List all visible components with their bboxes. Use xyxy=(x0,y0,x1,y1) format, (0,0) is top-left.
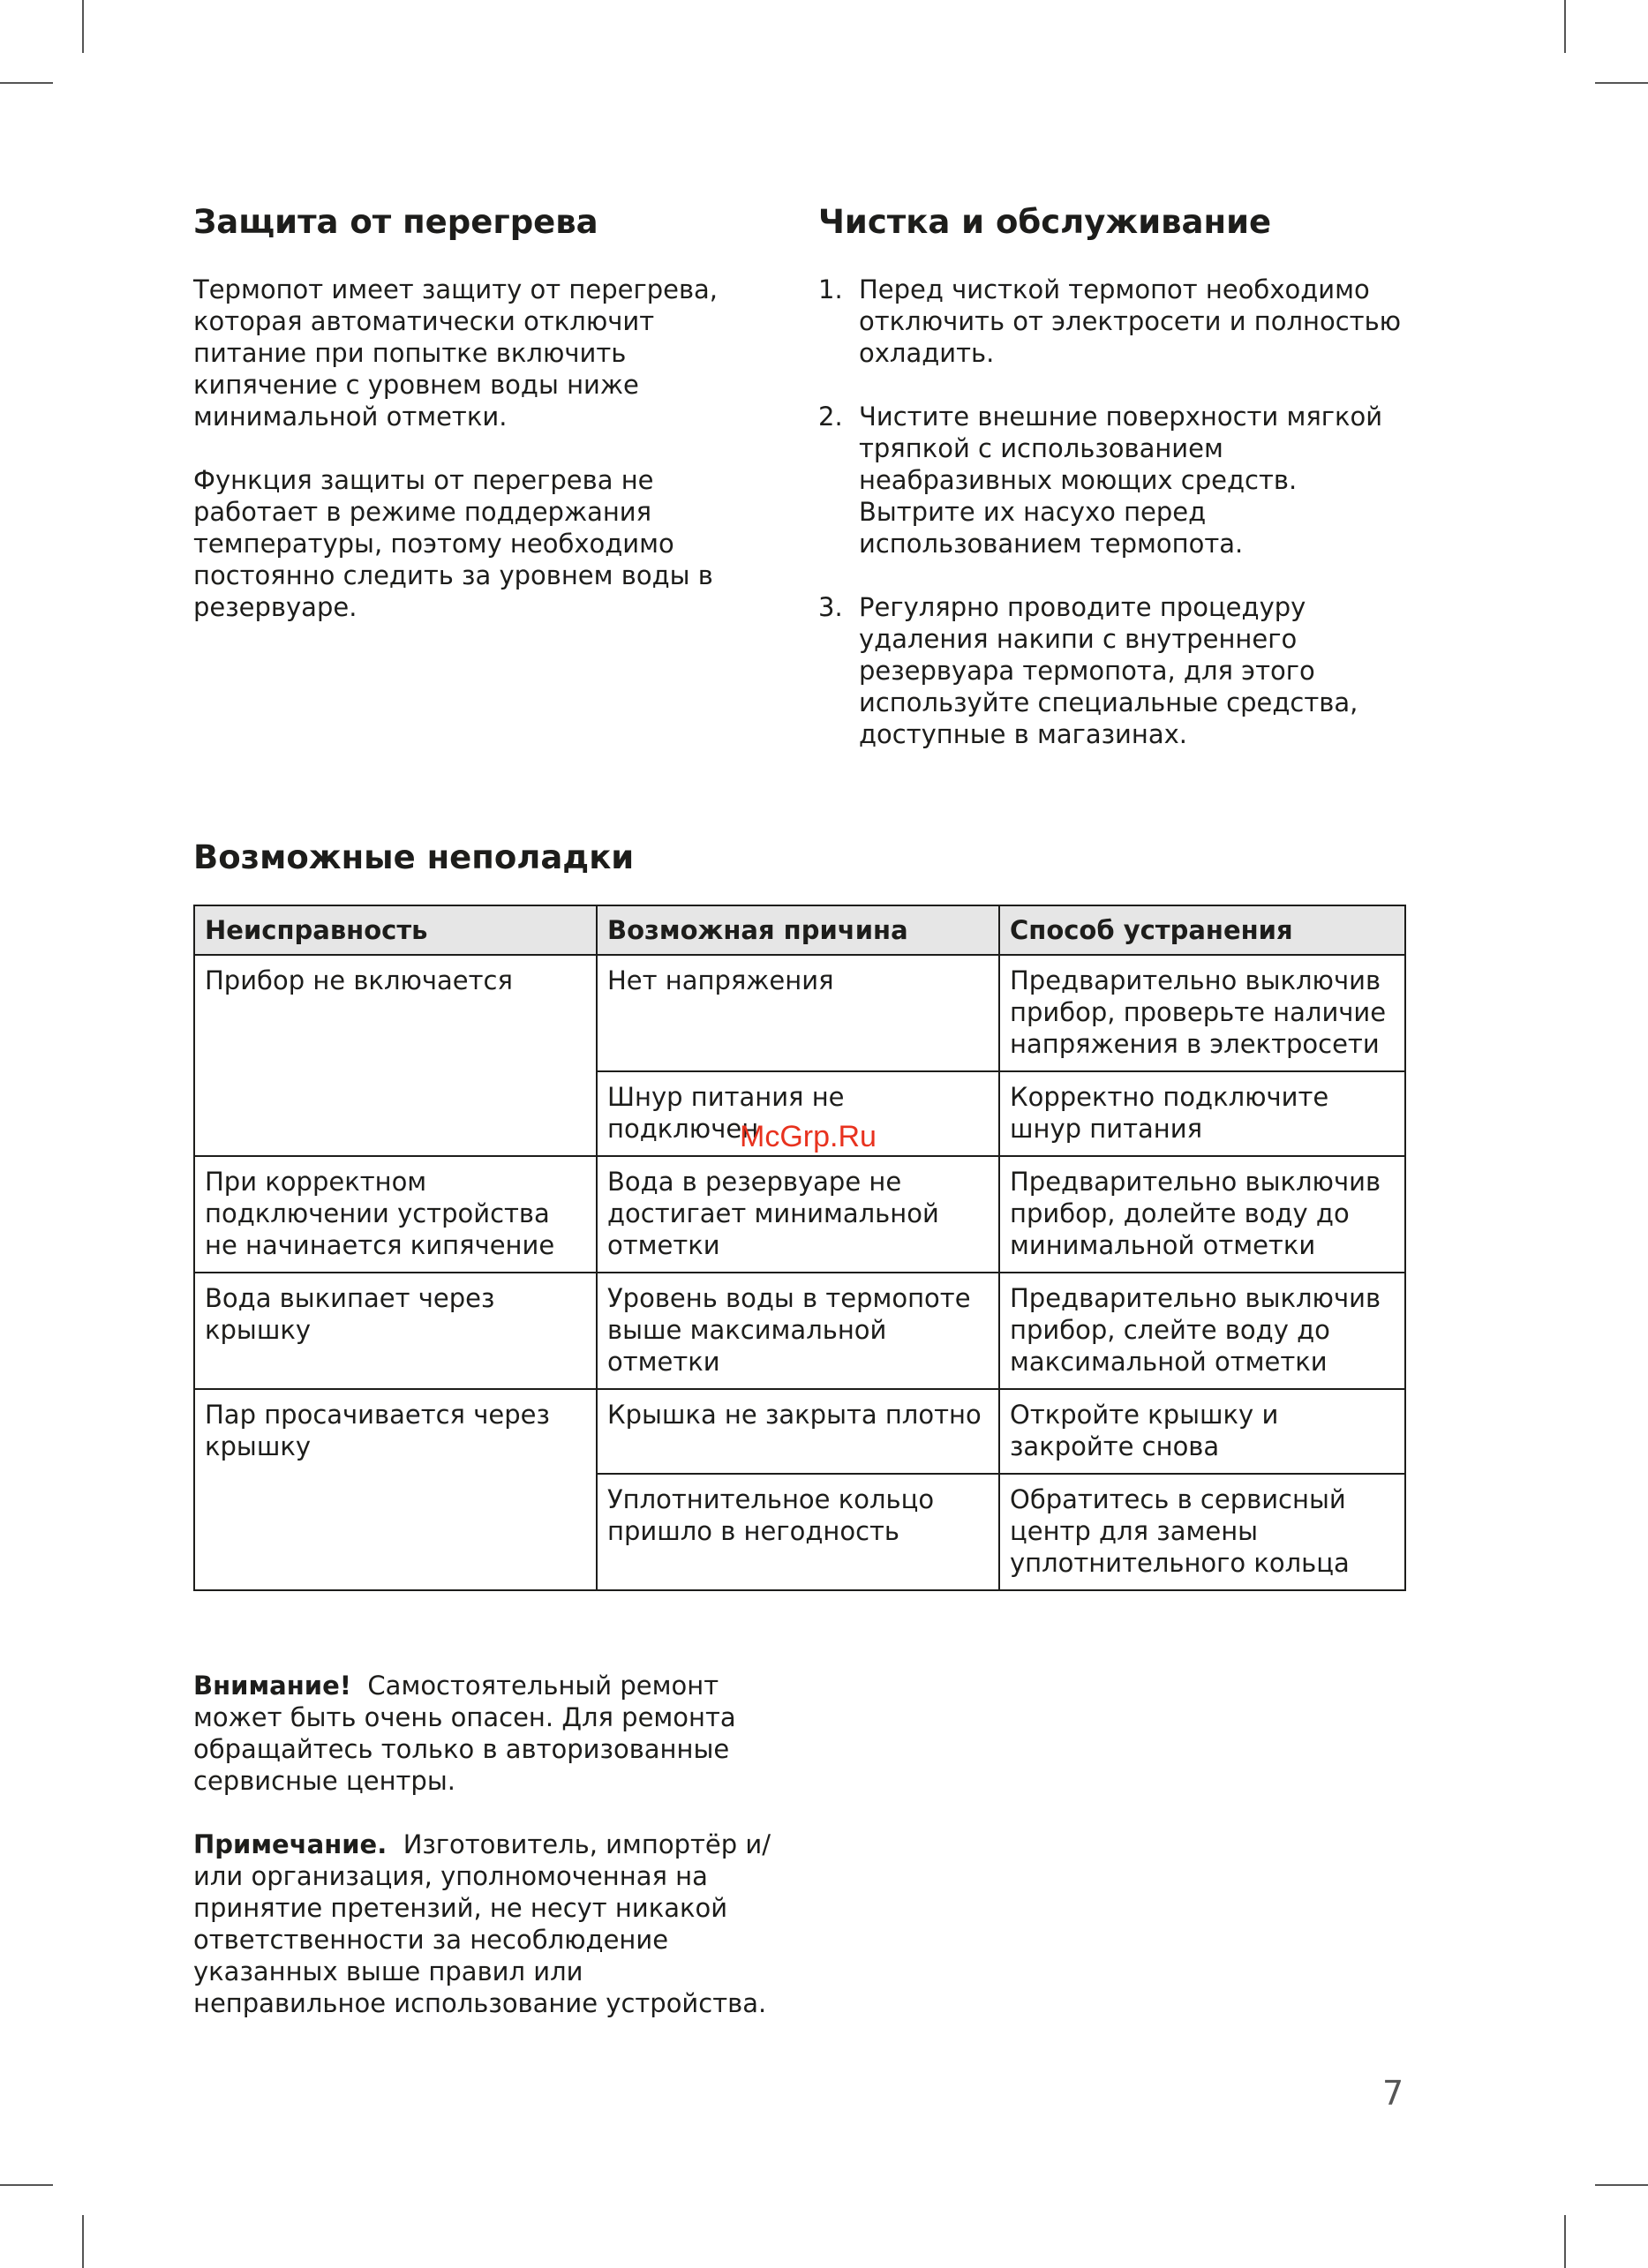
table-row xyxy=(194,955,1405,1071)
note-lead: Примечание. xyxy=(193,1829,388,1859)
fix-cell: Предварительно выключив прибор, проверьте наличие напряжения в электросети xyxy=(999,955,1405,1071)
crop-mark xyxy=(1564,2215,1566,2268)
crop-mark xyxy=(0,82,53,84)
list-item xyxy=(818,591,1418,750)
page-number: 7 xyxy=(1382,2074,1404,2113)
cause-cell: Нет напряжения xyxy=(597,955,999,1071)
cause-cell: Вода в резервуаре не достигает минимальной отметки xyxy=(597,1156,999,1273)
list-item xyxy=(818,401,1418,559)
fault-cell: Пар просачивается через крышку xyxy=(194,1389,597,1590)
watermark: McGrp.Ru xyxy=(740,1120,877,1153)
overheat-heading: Защита от перегрева xyxy=(193,203,598,241)
fix-cell: Корректно подключите шнур питания xyxy=(999,1071,1405,1156)
fault-cell: Вода выкипает через крышку xyxy=(194,1273,597,1389)
troubles-table xyxy=(193,905,1406,1591)
list-number: 3. xyxy=(818,592,843,622)
column-header: Способ устранения xyxy=(999,905,1405,955)
cause-cell: Уровень воды в термопоте выше максимальной отметки xyxy=(597,1273,999,1389)
table-header-row xyxy=(194,905,1405,955)
crop-mark xyxy=(82,2215,84,2268)
cleaning-heading: Чистка и обслуживание xyxy=(818,203,1272,241)
fix-cell: Предварительно выключив прибор, долейте воду до минимальной отметки xyxy=(999,1156,1405,1273)
overheat-text xyxy=(193,274,767,623)
overheat-paragraph: Термопот имеет защиту от перегрева, которая автоматически отключит питание при попытке включить кипячение с уровнем воды ниже минимальной отметки. xyxy=(193,274,719,432)
crop-mark xyxy=(82,0,84,53)
warning-text: Самостоятельный ремонт может быть очень опасен. Для ремонта обращайтесь только в авторизованные сервисные центры. xyxy=(193,1671,736,1796)
note-text: Изготовитель, импортёр и/или организация, уполномоченная на принятие претензий, не несут никакой ответственности за несоблюдение указанных выше правил или неправильное использование устройства. xyxy=(193,1829,771,2018)
fault-cell: Прибор не включается xyxy=(194,955,597,1156)
fix-cell: Предварительно выключив прибор, слейте воду до максимальной отметки xyxy=(999,1273,1405,1389)
list-item xyxy=(818,274,1418,369)
crop-mark xyxy=(1595,2184,1648,2186)
cause-cell: Шнур питания не подключен xyxy=(597,1071,999,1156)
crop-mark xyxy=(0,2184,53,2186)
crop-mark xyxy=(1564,0,1566,53)
cause-cell: Крышка не закрыта плотно xyxy=(597,1389,999,1474)
list-text: Регулярно проводите процедуру удаления накипи с внутреннего резервуара термопота, для этого используйте специальные средства, доступные в магазинах. xyxy=(859,592,1358,749)
warning-block xyxy=(193,1670,776,2019)
list-text: Перед чисткой термопот необходимо отключить от электросети и полностью охладить. xyxy=(859,274,1402,368)
warning-lead: Внимание! xyxy=(193,1671,351,1701)
note-paragraph xyxy=(193,1829,776,2019)
table-row xyxy=(194,1389,1405,1474)
warning-paragraph xyxy=(193,1670,776,1797)
column-header: Возможная причина xyxy=(597,905,999,955)
overheat-paragraph: Функция защиты от перегрева не работает в режиме поддержания температуры, поэтому необходимо постоянно следить за уровнем воды в резервуаре. xyxy=(193,465,713,622)
column-header: Неисправность xyxy=(194,905,597,955)
cleaning-list xyxy=(818,274,1418,750)
fix-cell: Откройте крышку и закройте снова xyxy=(999,1389,1405,1474)
fix-cell: Обратитесь в сервисный центр для замены уплотнительного кольца xyxy=(999,1474,1405,1590)
table-row xyxy=(194,1273,1405,1389)
fault-cell: При корректном подключении устройства не начинается кипячение xyxy=(194,1156,597,1273)
list-text: Чистите внешние поверхности мягкой тряпкой с использованием неабразивных моющих средств. Вытрите их насухо перед использованием термопота. xyxy=(859,402,1383,559)
list-number: 1. xyxy=(818,274,843,304)
crop-mark xyxy=(1595,82,1648,84)
cause-cell: Уплотнительное кольцо пришло в негодность xyxy=(597,1474,999,1590)
table-row xyxy=(194,1156,1405,1273)
troubles-heading: Возможные неполадки xyxy=(193,838,635,876)
list-number: 2. xyxy=(818,402,843,432)
